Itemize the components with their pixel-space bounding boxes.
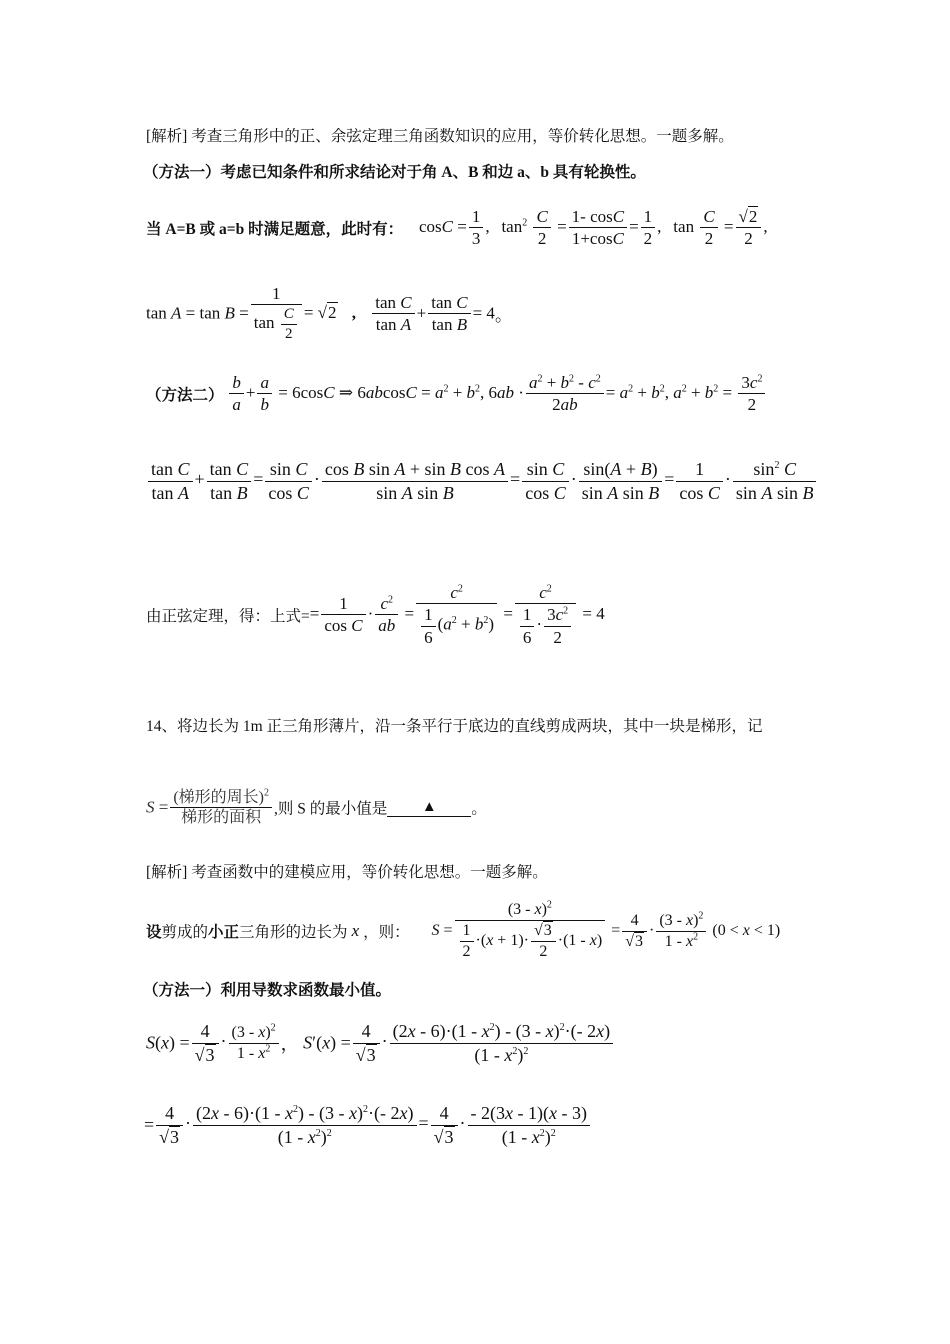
- setup-suffix: 三角形的边长为: [239, 924, 348, 941]
- method-one-derivative-title: （方法一）利用导数求函数最小值。: [143, 982, 392, 999]
- sine-rule-text: 由正弦定理，得：上式=: [146, 607, 310, 625]
- derivative-simplified-line: = $\frac{4}{√3}$ · $\frac{(2x - 6)\cdot(1 - x^2) - (3 - x)^2\cdot(- 2x)}{(1 - x^2)^2}$ = $\frac{4}{√3}$ · $\frac{- 2(3x - 1)(x - 3)}{(1 - x^2)^2}$: [144, 1102, 592, 1148]
- answer-four: = 4: [472, 303, 495, 323]
- setup-line: 设剪成的小正三角形的边长为 x ，则： S = (3 - x)$^2$ $\frac{1}{2}$ ·(x + 1)· $\frac{√3}{2}$ ·(1 - x) = $\frac{4}{√3}$ · $\frac{(3 - x)^2}{1 - x^2}$ (0 < x < 1): [146, 899, 781, 960]
- formula-tan-sq-half-c: $\tan^2$ $\frac{C}{2}$ = $\frac{1- \cos C}{1+\cos C}$ = $\frac{1}{2}$ ,: [501, 207, 662, 249]
- min-question-text: ,则 S 的最小值是: [274, 800, 388, 818]
- method-two-line: [146, 372, 767, 416]
- formula-method-two: $\frac{b}{a}$ + $\frac{a}{b}$ = 6cosC ⇒ $6abcosC = a^2 + b^2$, 6ab · $\frac{a^2 + b^2 - c^2}{2ab}$ = $a^2 + b^2$, $a^2 + b^2$ = $\frac{3c^2}{2}$: [227, 383, 767, 402]
- formula-sine-rule: = $\frac{1}{\text{cos C}}$ · $\frac{c^2}{ab}$ = $c^2$ $\frac{1}{6}$ $(a^2 + b^2)$ = $c^2$ $\frac{1}{6}$ · $\frac{3c^2}{2}$ = 4: [309, 583, 605, 647]
- analysis-line-1: [146, 124, 734, 146]
- setup-bold: 小正: [208, 924, 240, 941]
- derivative-line: S(x) = $\frac{4}{√3}$ · $\frac{(3 - x)^2}{1 - x^2}$ ， S′(x) = $\frac{4}{√3}$ · $\frac{(2x - 6)\cdot(1 - x^2) - (3 - x)^2\cdot(- 2x)}{(1 - x^2)^2}$: [146, 1020, 615, 1066]
- problem-14-text: 14、将边长为 1m 正三角形薄片，沿一条平行于底边的直线剪成两块，其中一块是梯形，记: [146, 718, 763, 735]
- comma-sep: ，: [280, 1034, 299, 1054]
- method-one-heading: [143, 160, 646, 182]
- sine-rule-line: [146, 582, 605, 648]
- method-two-label: （方法二）: [146, 386, 224, 404]
- equal-case-line: [146, 206, 768, 250]
- problem-14-line: [146, 714, 763, 736]
- tan-sum-identity-line: $\frac{\text{tan C}}{\text{tan A}}$ + $\frac{\text{tan C}}{\text{tan B}}$ = $\frac{\text{sin C}}{\text{cos C}}$ · $\frac{\text{cos B sin A + sin B cos A}}{\text{sin A sin B}}$ = $\frac{\text{sin C}}{\text{cos C}}$ · $\frac{\sin(A + B)}{\text{sin A sin B}}$ = $\frac{1}{\text{cos C}}$ · $\frac{\sin^2 C}{\text{sin A sin B}}$: [146, 458, 818, 504]
- trapezoid-area: 梯形的面积: [170, 807, 272, 827]
- setup-middle: 剪成的: [161, 924, 209, 941]
- s-definition-line: S = (梯形的周长)$^2$ 梯形的面积 ,则 S 的最小值是 ▲ 。: [146, 787, 487, 827]
- answer-blank: [387, 798, 471, 817]
- triangle-marker: ▲: [421, 799, 437, 816]
- s-definition-fraction: (梯形的周长)$^2$ 梯形的面积: [170, 788, 272, 827]
- setup-then: ，则：: [363, 924, 410, 941]
- trapezoid-perimeter: (梯形的周长): [173, 789, 265, 806]
- equal-case-text: 当 A=B 或 a=b 时满足题意，此时有：: [146, 220, 404, 238]
- analysis-text: [解析] 考查三角形中的正、余弦定理三角函数知识的应用，等价转化思想。一题多解。: [146, 128, 734, 145]
- formula-cos-c: cosC = $\frac{1}{3}$ ,: [418, 207, 490, 249]
- setup-prefix: 设: [146, 924, 162, 941]
- analysis-2-text: [解析] 考查函数中的建模应用，等价转化思想。一题多解。: [146, 864, 548, 881]
- period-mark: 。: [494, 305, 512, 325]
- method-one-title: （方法一）考虑已知条件和所求结论对于角 A、B 和边 a、b 具有轮换性。: [143, 164, 646, 181]
- question-period: 。: [471, 800, 487, 818]
- formula-s-of-x: S = (3 - x)$^2$ $\frac{1}{2}$ ·(x + 1)· $\frac{√3}{2}$ ·(1 - x) = $\frac{4}{√3}$ · $\frac{(3 - x)^2}{1 - x^2}$ (0 < x < 1): [431, 899, 781, 960]
- analysis-line-2: [146, 860, 548, 882]
- formula-tan-half-c: tan $\frac{C}{2}$ = $\frac{√2}{2}$ ,: [673, 207, 768, 249]
- tan-ab-line: tan A = tan B = 1 tan $\frac{C}{2}$ = √2 , $\frac{\text{tan C}}{\text{tan A}}$ + $\frac{\text{tan C}}{\text{tan B}}$ = 4。: [146, 284, 512, 342]
- method-one-derivative-heading: [143, 978, 391, 1000]
